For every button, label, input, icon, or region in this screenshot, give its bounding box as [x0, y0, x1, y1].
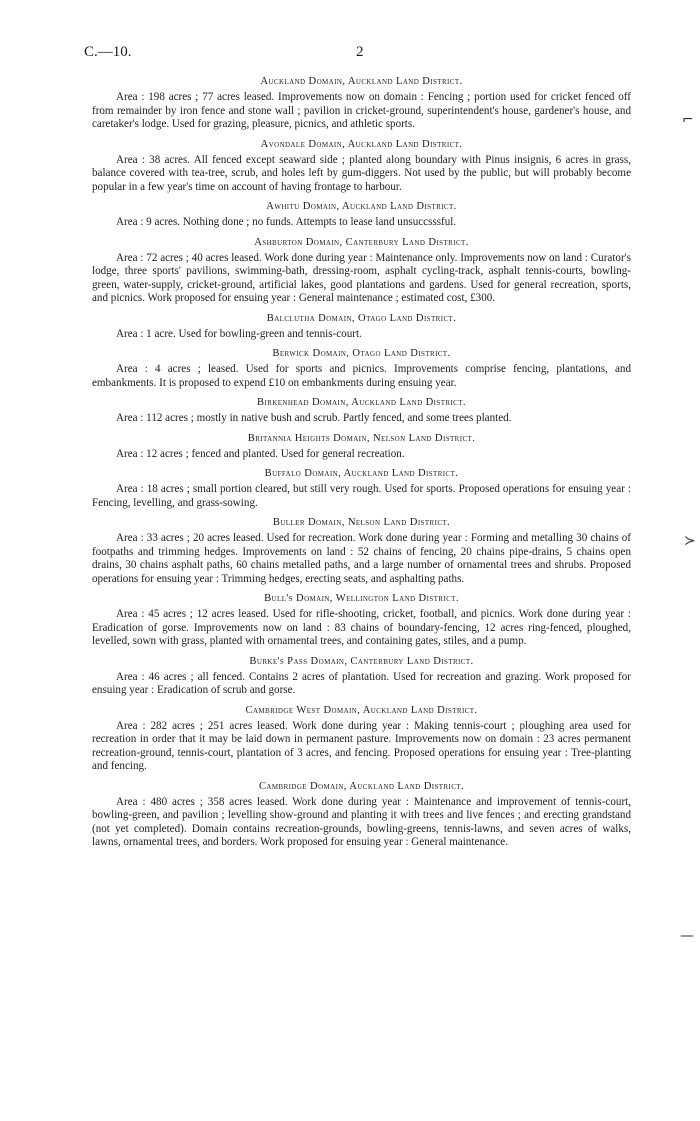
domain-entry — [92, 201, 631, 230]
entry-text: Area : 33 acres ; 20 acres leased. Used for recreation. Work done during year : Forming and metalling 30 chains of footpaths and trimming hedges. Improvements on land : 52 chains of fencing, 20 chains pipe-drains, 5 chains open drains, 30 chains asphalt paths, 60 chains metalled paths, and a large number of ornamental trees and shrubs. Proposed operations for ensuing year : Trimming hedges, erecting seats, and asphalting paths. — [92, 532, 631, 585]
entry-title: Bull's Domain, Wellington Land District. — [264, 593, 459, 604]
domain-entry — [92, 397, 631, 426]
entry-text: Area : 45 acres ; 12 acres leased. Used for rifle-shooting, cricket, football, and picnics. Work done during year : Eradication of gorse. Improvements now on land : 83 chains of boundary-fencing, 12 acres ring-fenced, ploughed, levelled, sown with grass, planted with ornamental trees, and containing gates, stiles, and a pump. — [92, 608, 631, 647]
domain-entry — [92, 139, 631, 195]
entry-text: Area : 4 acres ; leased. Used for sports and picnics. Improvements comprise fencing, plantations, and embankments. It is proposed to expend £10 on embankments during ensuing year. — [92, 363, 631, 389]
entry-text: Area : 38 acres. All fenced except seaward side ; planted along boundary with Pinus insignis, 6 acres in grass, balance covered with tea-tree, scrub, and holes left by gum-diggers. Not used by the public, but will probably become popular in a few year's time on account of having frontage to harbour. — [92, 153, 631, 193]
entry-title: Awhitu Domain, Auckland Land District. — [266, 201, 457, 212]
entry-title: Cambridge Domain, Auckland Land District. — [258, 780, 465, 792]
entry-text: Area : 18 acres ; small portion cleared, but still very rough. Used for sports. Proposed operations for ensuing year : Fencing, levelling, and grass-sowing. — [92, 483, 631, 509]
entry-title: Berwick Domain, Otago Land District. — [272, 348, 451, 359]
entry-title: Buffalo Domain, Auckland Land District. — [264, 468, 459, 479]
domain-entry — [92, 76, 631, 132]
domain-entry — [92, 705, 631, 774]
entry-text: Area : 480 acres ; 358 acres leased. Work done during year : Maintenance and improvement of tennis-court, bowling-green, and pavilion ; levelling show-ground and planting it with trees and live fences ; and erecting grandstand (not yet completed). Domain contains recreation-grounds, bowling-greens, tennis-lawns, and seven acres of walks, lawns, ornamental trees, and borders. Work proposed for ensuing year : General maintenance. — [92, 795, 631, 848]
entry-title: Balclutha Domain, Otago Land District. — [266, 312, 457, 324]
entry-title: Avondale Domain, Auckland Land District. — [260, 138, 463, 150]
document-reference: C.—10. — [84, 44, 132, 60]
entry-title: Birkenhead Domain, Auckland Land District. — [257, 397, 466, 408]
page-number: 2 — [356, 44, 364, 60]
domain-entry — [92, 237, 631, 306]
entry-title: Ashburton Domain, Canterbury Land District. — [254, 236, 469, 248]
entry-title: Cambridge West Domain, Auckland Land District. — [245, 704, 478, 716]
entry-text: Area : 12 acres ; fenced and planted. Used for general recreation. — [116, 447, 405, 460]
page-header — [84, 44, 644, 66]
entry-text: Area : 112 acres ; mostly in native bush and scrub. Partly fenced, and some trees planted. — [116, 412, 512, 424]
margin-tick-mark: ⌐ — [682, 112, 694, 128]
margin-tick-mark: ≻ — [684, 533, 696, 549]
domain-entry — [92, 313, 631, 342]
domain-entry — [92, 781, 631, 850]
margin-tick-mark: — — [680, 928, 694, 944]
domain-entry — [92, 517, 631, 586]
domain-entry — [92, 348, 631, 390]
domain-list — [92, 76, 631, 857]
domain-entry — [92, 593, 631, 649]
entry-title: Buller Domain, Nelson Land District. — [272, 517, 451, 528]
entry-title: Burke's Pass Domain, Canterbury Land District. — [249, 655, 474, 667]
domain-entry — [92, 433, 631, 462]
entry-text: Area : 198 acres ; 77 acres leased. Improvements now on domain : Fencing ; portion used for cricket fenced off from remainder by iron fence and stone wall ; pavilion in cricket-ground, superintendent's house, gardener's house, and caretaker's lodge. Used for grazing, pleasure, picnics, and athletic sports. — [92, 91, 631, 130]
entry-text: Area : 46 acres ; all fenced. Contains 2 acres of plantation. Used for recreation and grazing. Work proposed for ensuing year : Eradication of scrub and gorse. — [92, 670, 631, 696]
entry-title: Auckland Domain, Auckland Land District. — [260, 76, 463, 87]
entry-text: Area : 9 acres. Nothing done ; no funds. Attempts to lease land unsuccsssful. — [116, 216, 457, 228]
entry-text: Area : 282 acres ; 251 acres leased. Work done during year : Making tennis-court ; ploughing area used for recreation in order that it may be laid down in permanent pasture. Improvements now on domain : 23 acres permanent recreation-ground, tennis-court, plantation of 3 acres, and fencing. Proposed operations for ensuing year : Tree-planting and fencing. — [92, 719, 631, 772]
entry-text: Area : 72 acres ; 40 acres leased. Work done during year : Maintenance only. Improvements now on land : Curator's lodge, three sports' pavilions, swimming-bath, dressing-room, asphalt cycling-track, asphalt tennis-courts, bowling-green, water-supply, cricket-ground, artificial lakes, good plantations and gardens. Used for general recreation, sports, and picnics. Work proposed for ensuing year : General maintenance ; estimated cost, £300. — [92, 251, 631, 304]
entry-text: Area : 1 acre. Used for bowling-green and tennis-court. — [116, 327, 362, 340]
domain-entry — [92, 656, 631, 698]
domain-entry — [92, 468, 631, 510]
entry-title: Britannia Heights Domain, Nelson Land District. — [247, 432, 476, 444]
